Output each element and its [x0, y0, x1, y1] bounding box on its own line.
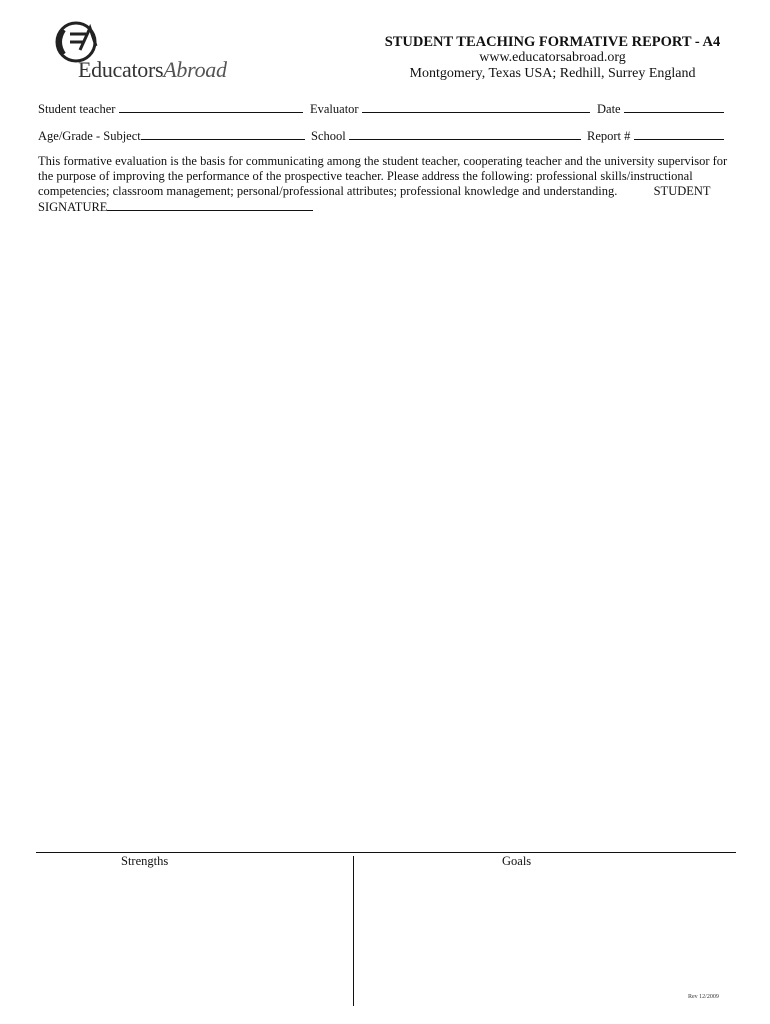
student-teacher-field[interactable]	[38, 101, 303, 117]
report-title: STUDENT TEACHING FORMATIVE REPORT - A4	[384, 34, 721, 50]
report-header	[380, 34, 725, 82]
logo-text-main: Educators	[78, 57, 164, 82]
student-teacher-label: Student teacher	[38, 102, 116, 116]
column-divider	[353, 856, 354, 1006]
section-divider	[36, 852, 736, 853]
report-number-line[interactable]	[634, 128, 724, 140]
school-label: School	[311, 129, 346, 143]
age-grade-subject-line[interactable]	[141, 128, 305, 140]
signature-line[interactable]	[107, 199, 313, 211]
goals-heading: Goals	[502, 854, 532, 868]
evaluator-line[interactable]	[362, 101, 590, 113]
signature-label: STUDENT SIGNATURE	[38, 184, 711, 214]
age-grade-subject-field[interactable]	[38, 128, 305, 144]
evaluator-field[interactable]	[310, 101, 590, 117]
date-field[interactable]	[597, 101, 724, 117]
evaluator-label: Evaluator	[310, 102, 359, 116]
logo-text-accent: Abroad	[163, 57, 227, 82]
report-number-field[interactable]	[587, 128, 724, 144]
age-grade-subject-label: Age/Grade - Subject	[38, 129, 141, 143]
instructions-text: This formative evaluation is the basis for communicating among the student teacher, cooperating teacher and the university supervisor for the purpose of improving the performance of the prospective teacher. Please address the following: professional skills/instructional competencies; classroom management; personal/professional attributes; professional knowledge and understanding.	[38, 154, 728, 198]
school-field[interactable]	[311, 128, 581, 144]
report-number-label: Report #	[587, 129, 631, 143]
logo-wordmark	[78, 57, 227, 83]
instructions-paragraph	[38, 154, 738, 215]
office-locations: Montgomery, Texas USA; Redhill, Surrey England	[409, 66, 696, 81]
student-teacher-line[interactable]	[119, 101, 303, 113]
date-line[interactable]	[624, 101, 724, 113]
strengths-heading: Strengths	[121, 854, 169, 868]
revision-note: Rev 12/2009	[688, 994, 719, 1000]
educators-abroad-logo	[50, 20, 260, 82]
date-label: Date	[597, 102, 621, 116]
website-url: www.educatorsabroad.org	[479, 50, 626, 65]
school-line[interactable]	[349, 128, 581, 140]
